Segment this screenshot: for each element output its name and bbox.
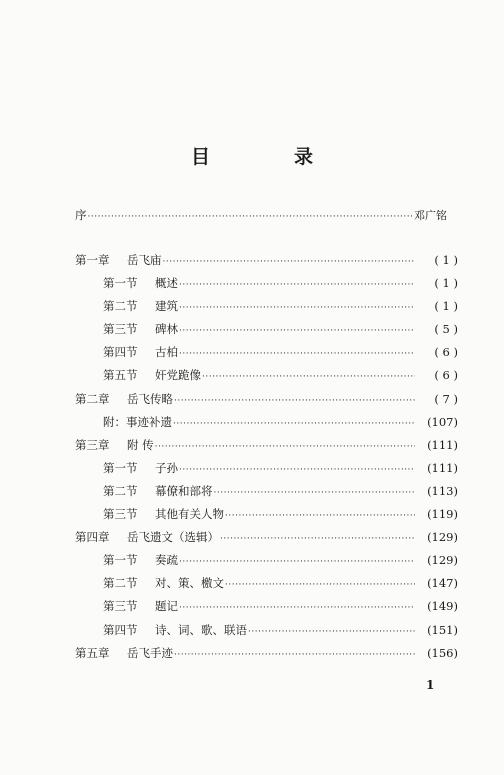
entry-number: 第三节 xyxy=(103,322,138,337)
entry-title: 岳飞遗文（选辑） xyxy=(127,530,219,545)
leader-dots xyxy=(220,534,415,544)
entry-number: 第五章 xyxy=(75,645,110,660)
entry-number: 第二节 xyxy=(103,483,138,498)
toc-chapter-entry xyxy=(75,529,458,552)
entry-number: 第一节 xyxy=(103,276,138,291)
leader-dots xyxy=(174,650,415,660)
leader-dots xyxy=(214,488,416,498)
entry-page: (151) xyxy=(427,622,458,637)
entry-number: 第二节 xyxy=(103,576,138,591)
leader-dots xyxy=(179,280,415,290)
entry-page: ( 1 ) xyxy=(434,276,458,291)
entry-number: 第四节 xyxy=(103,622,138,637)
entry-number: 第一节 xyxy=(103,460,138,475)
entry-page: (111) xyxy=(427,460,458,475)
entry-number: 第五节 xyxy=(103,368,138,383)
toc-chapter-entry xyxy=(75,391,458,414)
title-char: 录 xyxy=(294,146,356,168)
entry-number: 第四节 xyxy=(103,345,138,360)
entry-page: ( 1 ) xyxy=(434,253,458,267)
toc-section-entry xyxy=(75,483,458,506)
preface-entry xyxy=(75,207,447,223)
preface-label: 序 xyxy=(75,208,87,222)
entry-number: 第三节 xyxy=(103,599,138,614)
entry-title: 岳飞传略 xyxy=(127,391,173,406)
leader-dots xyxy=(179,557,415,567)
entry-number: 第三节 xyxy=(103,507,138,522)
entry-page: (156) xyxy=(427,645,458,660)
entry-title: 题记 xyxy=(155,599,178,614)
toc-section-entry xyxy=(75,598,458,621)
entry-number: 第四章 xyxy=(75,530,110,545)
entry-title: 岳飞手迹 xyxy=(127,645,173,660)
entry-title: 子孙 xyxy=(155,460,178,475)
entry-number: 第二节 xyxy=(103,299,138,314)
entry-page: ( 6 ) xyxy=(434,345,458,360)
toc-appendix-entry xyxy=(75,414,458,437)
leader-dots xyxy=(202,372,415,382)
toc-section-entry xyxy=(75,298,458,321)
entry-title: 古柏 xyxy=(155,345,178,360)
entry-title: 附：事迹补遗 xyxy=(103,414,172,429)
toc-section-entry xyxy=(75,460,458,483)
entry-page: (147) xyxy=(427,576,458,591)
entry-page: (149) xyxy=(427,599,458,614)
entry-page: (113) xyxy=(427,483,458,498)
entry-page: (119) xyxy=(427,507,458,522)
toc-section-entry xyxy=(75,321,458,344)
entry-page: (107) xyxy=(427,414,458,429)
toc-section-entry xyxy=(75,622,458,645)
leader-dots xyxy=(179,326,415,336)
toc-section-entry xyxy=(75,367,458,390)
entry-page: ( 5 ) xyxy=(434,322,458,337)
entry-number: 第三章 xyxy=(75,437,110,452)
toc-section-entry xyxy=(75,575,458,598)
entry-title: 幕僚和部将 xyxy=(155,483,213,498)
entry-title: 概述 xyxy=(155,276,178,291)
entry-title: 奸党跪像 xyxy=(155,368,201,383)
entry-title: 建筑 xyxy=(155,299,178,314)
toc-list xyxy=(75,252,458,668)
leader-dots xyxy=(225,511,415,521)
leader-dots xyxy=(163,257,416,267)
preface-author: 邓广铭 xyxy=(414,209,447,222)
entry-title: 碑林 xyxy=(155,322,178,337)
entry-title: 岳飞庙 xyxy=(127,253,162,267)
leader-dots xyxy=(173,419,415,429)
entry-title: 附 传 xyxy=(127,437,154,452)
entry-page: (129) xyxy=(427,530,458,545)
page-title xyxy=(0,142,504,169)
entry-page: (129) xyxy=(427,553,458,568)
leader-dots xyxy=(248,627,415,637)
leader-dots xyxy=(179,303,415,313)
entry-page: ( 7 ) xyxy=(434,391,458,406)
leader-dots xyxy=(179,465,415,475)
toc-section-entry xyxy=(75,344,458,367)
toc-section-entry xyxy=(75,552,458,575)
leader-dots xyxy=(225,580,415,590)
toc-section-entry xyxy=(75,275,458,298)
entry-title: 诗、词、歌、联语 xyxy=(155,622,247,637)
entry-page: (111) xyxy=(427,437,458,452)
leader-dots xyxy=(179,349,415,359)
entry-number: 第一章 xyxy=(75,253,110,267)
leader-dots xyxy=(155,442,415,452)
leader-dots xyxy=(88,212,414,222)
toc-chapter-entry xyxy=(75,252,458,275)
entry-title: 对、策、檄文 xyxy=(155,576,224,591)
entry-title: 奏疏 xyxy=(155,553,178,568)
leader-dots xyxy=(174,396,415,406)
toc-chapter-entry xyxy=(75,437,458,460)
toc-section-entry xyxy=(75,506,458,529)
entry-number: 第二章 xyxy=(75,391,110,406)
entry-title: 其他有关人物 xyxy=(155,507,224,522)
entry-number: 第一节 xyxy=(103,553,138,568)
leader-dots xyxy=(179,603,415,613)
entry-page: ( 6 ) xyxy=(434,368,458,383)
page-number: 1 xyxy=(426,678,435,692)
toc-chapter-entry xyxy=(75,645,458,668)
title-char: 目 xyxy=(190,146,252,168)
entry-page: ( 1 ) xyxy=(434,299,458,314)
